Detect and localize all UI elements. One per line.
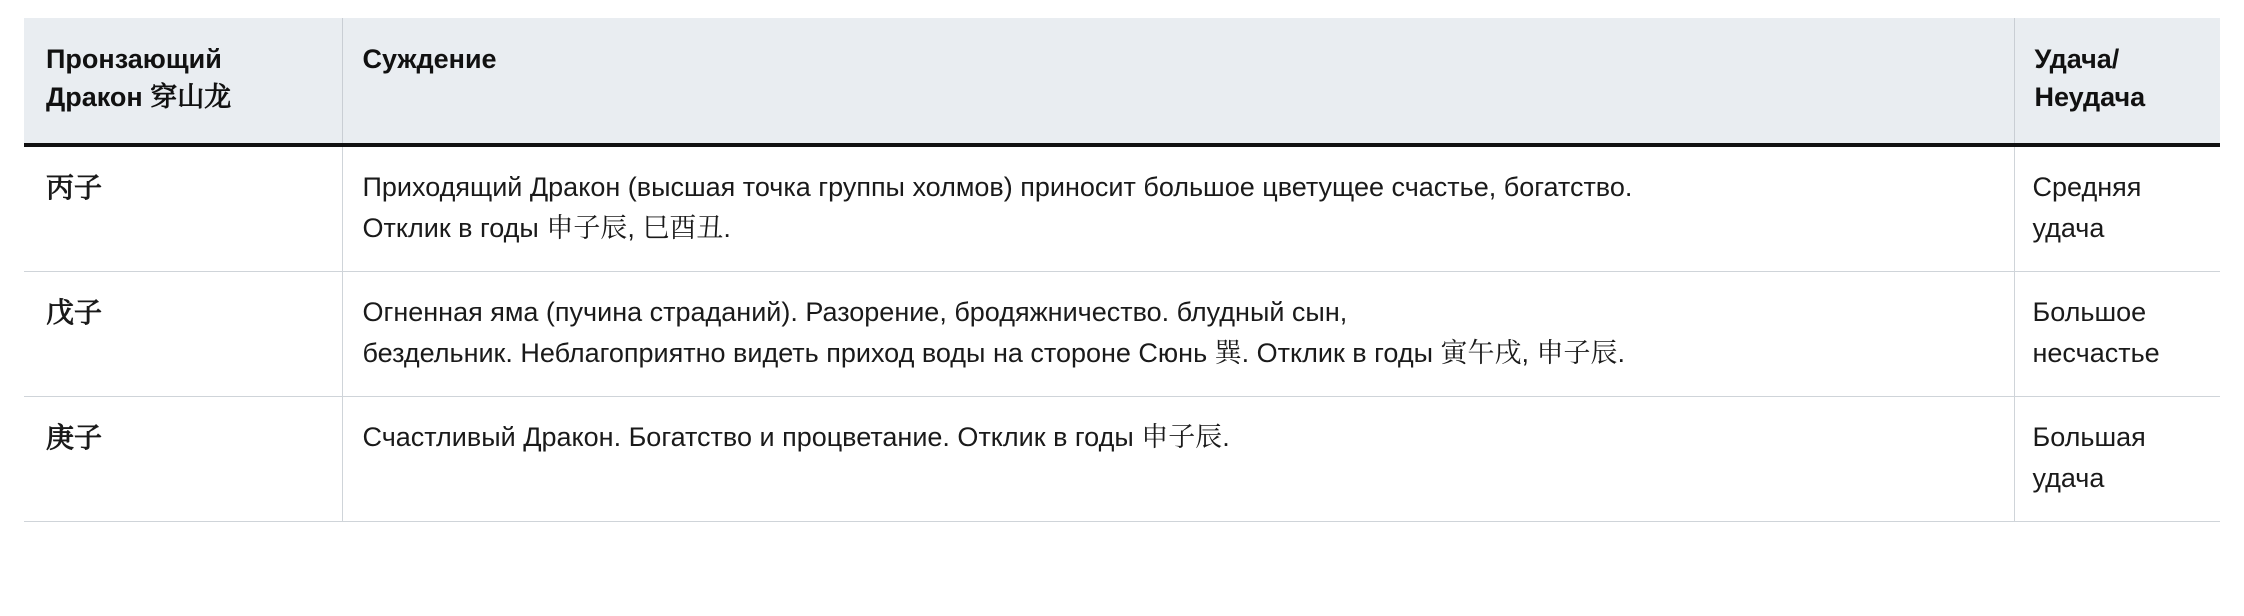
cell-luck-line1: Большая bbox=[2032, 421, 2146, 452]
cell-dragon: 庚子 bbox=[24, 396, 342, 521]
column-header-luck-line1: Удача/ bbox=[2034, 44, 2120, 74]
table-row bbox=[24, 271, 2220, 396]
column-header-luck bbox=[2014, 18, 2220, 145]
cell-luck bbox=[2014, 271, 2220, 396]
cell-judgement-line1: Счастливый Дракон. Богатство и процветание. Отклик в годы 申子辰. bbox=[362, 421, 1230, 452]
cell-judgement-line2: Отклик в годы 申子辰, 巳酉丑. bbox=[362, 212, 731, 243]
table-header-row bbox=[24, 18, 2220, 145]
cell-luck-line2: удача bbox=[2032, 462, 2105, 493]
cell-dragon: 丙子 bbox=[24, 145, 342, 272]
cell-luck bbox=[2014, 396, 2220, 521]
table-row bbox=[24, 145, 2220, 272]
table-row bbox=[24, 396, 2220, 521]
cell-luck bbox=[2014, 145, 2220, 272]
cell-judgement bbox=[342, 145, 2014, 272]
cell-judgement-line1: Огненная яма (пучина страданий). Разорение, бродяжничество. блудный сын, bbox=[362, 296, 1348, 327]
table-header bbox=[24, 18, 2220, 145]
cell-judgement-line2: бездельник. Неблагоприятно видеть приход воды на стороне Сюнь 巽. Отклик в годы 寅午戌, 申子辰. bbox=[362, 337, 1625, 368]
cell-judgement bbox=[342, 396, 2014, 521]
cell-luck-line1: Большое bbox=[2032, 296, 2147, 327]
cell-judgement bbox=[342, 271, 2014, 396]
column-header-dragon-line2: Дракон 穿山龙 bbox=[46, 82, 232, 113]
column-header-dragon bbox=[24, 18, 342, 145]
column-header-luck-line2: Неудача bbox=[2034, 82, 2146, 113]
dragon-judgement-table bbox=[24, 18, 2220, 522]
cell-luck-line2: несчастье bbox=[2032, 337, 2160, 368]
column-header-judgement: Суждение bbox=[342, 18, 2014, 145]
table-body bbox=[24, 145, 2220, 522]
cell-luck-line2: удача bbox=[2032, 212, 2105, 243]
column-header-dragon-line1: Пронзающий bbox=[46, 44, 222, 74]
cell-judgement-line1: Приходящий Дракон (высшая точка группы холмов) приносит большое цветущее счастье, богатство. bbox=[362, 171, 1633, 202]
cell-luck-line1: Средняя bbox=[2032, 171, 2142, 202]
cell-dragon: 戊子 bbox=[24, 271, 342, 396]
